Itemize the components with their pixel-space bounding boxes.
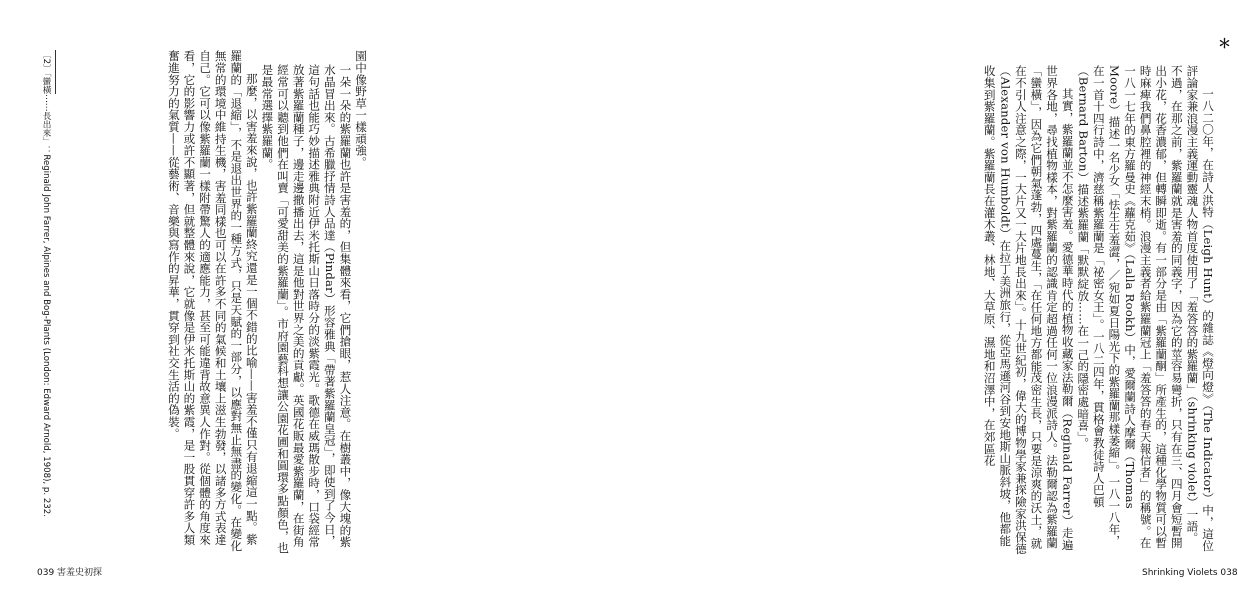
paragraph: 其實，紫羅蘭並不怎麼害羞。愛德華時代的植物收藏家法勒爾（Reginald Farrer）走遍世界各地，尋找植物樣本，對紫羅蘭的認識肯定超過任何一位浪漫派詩人。法勒爾認為紫羅蘭「蠻橫」，因為它們朝氣蓬勃，四處蔓生，「在任何地方都能茂密生長，只要是涼爽的沃土，就在不引人注意之際，一大片又一大片地長出來」。十九世紀初，偉大的博物學家兼探險家洪保德（Alexander von Humboldt）在拉丁美洲旅行，從亞馬遜河谷到安地斯山脈斜坡，他都能收集到紫羅蘭。紫羅蘭長在灌木叢、林地、大草原、濕地和沼澤中，在郊區花 — [982, 65, 1075, 555]
paragraph: 一朵一朵的紫羅蘭也許是害羞的，但集體來看，它們搶眼，惹人注意。在樹叢中，像大塊的紫水晶冒出來。古希臘抒情詩人品達（Pindar）形容雅典「帶著紫羅蘭皇冠」，即使到了今日，這句話也能巧妙描述雅典附近伊米托斯山日落時分的淡紫霞光。歌德在威瑪散步時，口袋經常放著紫羅蘭種子，邊走邊撒播出去，這是他對世界之美的貢獻。英國花販最愛紫羅蘭，在街角經常可以聽到他們在叫賣「可愛甜美的紫羅蘭」。市府園藝科想讓公園花圃和圓環多點顏色，也是最常選擇紫羅蘭。 — [260, 63, 353, 554]
running-foot-right: Shrinking Violets 038 — [1142, 568, 1238, 578]
paragraph: 那麼，以害羞來說，也許紫羅蘭終究還是一個不錯的比喻——害羞不僅只有退縮這一點。紫羅蘭的「退縮」，不是退出世界的一種方式，只是天賦的一部分，以應對無止無盡的變化。在變化無常的環境中維持生機，害羞同樣也可以在許多不同的氣候和土壤上滋生勃發，以諸多方式表達自己。它可以像紫羅蘭一樣附帶驚人的適應能力，甚至可能違背故意異人作對。從個體的角度來看，它的影響力或許不顯著，但就整體來說，它就像是伊米托斯山的紫霞，是一股貫穿許多人類奮進努力的氣質——從藝術、音樂與寫作的昇華，貫穿到社交生活的偽裝。 — [166, 50, 259, 552]
left-body-text — [118, 50, 368, 555]
footnote: 〔2〕「蠻橫⋯⋯長出來」：Reginald John Farrer, Alpines and Bog-Plants (London: Edward Arnold, 1908), p. 232. — [41, 50, 51, 517]
paragraph: 園中像野草一樣頑強。 — [354, 50, 368, 168]
right-body-text — [865, 65, 1215, 555]
section-asterisk: ＊ — [1218, 37, 1232, 52]
footnote-rule — [55, 50, 56, 94]
paragraph: 一八二〇年，在詩人洪特（Leigh Hunt）的雜誌《燈向燈》（The Indicator）中，這位評論家兼浪漫主義運動靈魂人物首度使用了「羞答答的紫羅蘭」（shrinking violet）一語。不過，在那之前，紫羅蘭就是害羞的同義字，因為它的莖容易彎折，只有在三、四月會短暫開出小花，花香濃郁，但轉瞬即逝。有一部分是由「紫羅蘭酮」所產生的，這種化學物質可以暫時麻痺我們鼻腔裡的神經末梢。浪漫主義者給紫羅蘭冠上「羞答答的春天報信者」的稱號。在一八一七年的東方羅曼史《蘿克茹》（Lalla Rookh）中，愛爾蘭詩人摩爾（Thomas Moore）描述一名少女「怯生生羞澀，／宛如夏日陽光下的紫羅蘭那樣萎縮」。一八一八年，在一首十四行詩中，濟慈稱紫羅蘭是「祕密女王」。一八二四年，貫格會教徒詩人巴頓（Bernard Barton）描述紫羅蘭「默默綻放……在一己的隱密處暗喜」。 — [1076, 65, 1215, 552]
left-page — [0, 0, 425, 595]
page-number-left: 039 害羞史初探 — [37, 568, 103, 578]
right-page — [425, 0, 1238, 595]
